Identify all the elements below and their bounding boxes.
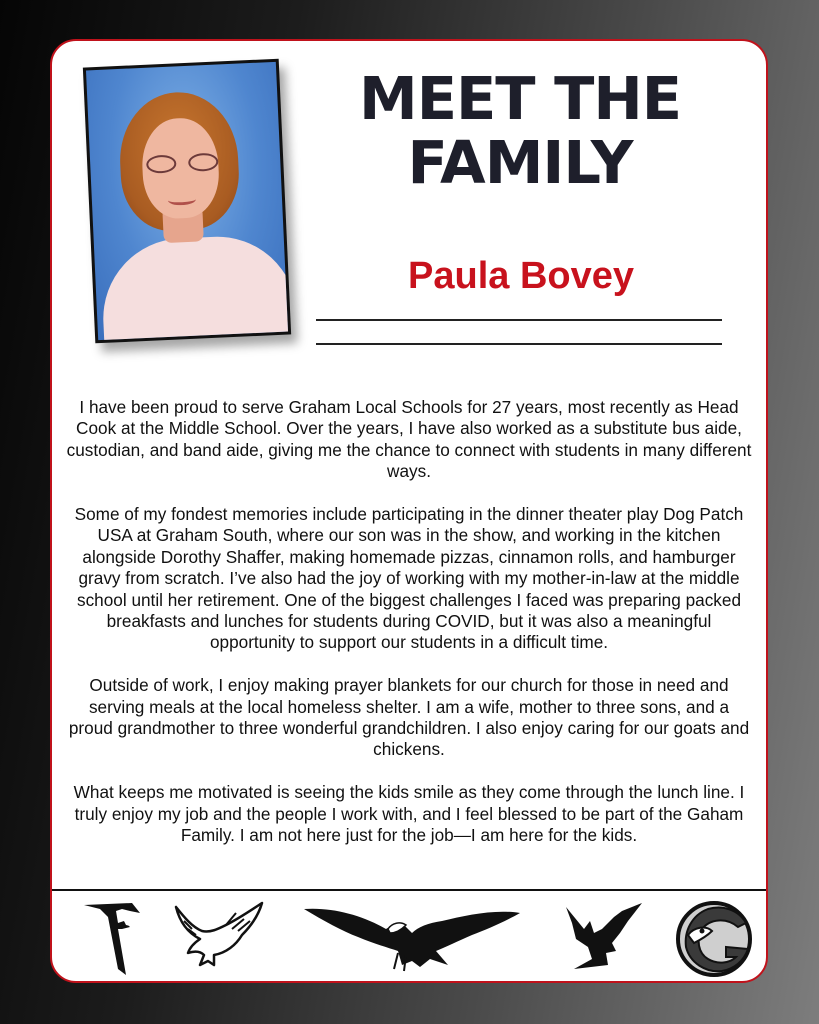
portrait-photo: [86, 62, 288, 340]
person-name: Paula Bovey: [408, 255, 634, 297]
falcon-t-logo-icon: [82, 899, 144, 979]
portrait-glasses: [146, 153, 219, 176]
bio-paragraph: I have been proud to serve Graham Local Schools for 27 years, most recently as Head Cook at the Middle School. Over the years, I have also worked as a substitute bus aide, custodian, and band aide, giving me the chance to connect with students in many different ways.: [66, 397, 752, 482]
bio-paragraph: Outside of work, I enjoy making prayer blankets for our church for those in need and serving meals at the local homeless shelter. I am a wife, mother to three sons, and a proud grandmother to three wonderful grandchildren. I also enjoy caring for our goats and chickens.: [68, 675, 750, 760]
name-underline-top: [316, 319, 722, 321]
bio-paragraph: Some of my fondest memories include participating in the dinner theater play Dog Patch USA at Graham South, where our son was in the show, and working in the kitchen alongside Dorothy Shaffer, making homemade pizzas, cinnamon rolls, and hamburger gravy from scratch. I’ve also had the joy of working with my mother-in-law at the middle school until her retirement. One of the biggest challenges I faced was preparing packed breakfasts and lunches for students during COVID, but it was also a meaningful opportunity to support our students in a difficult time.: [74, 504, 744, 653]
portrait-shirt: [100, 233, 288, 340]
page-title: MEET THE FAMILY: [358, 64, 682, 197]
portrait-frame: [83, 59, 291, 344]
eagle-silhouette-logo-icon: [562, 899, 646, 975]
eagle-wingspan-logo-icon: [302, 899, 522, 979]
footer-logo-strip: [52, 893, 766, 983]
bio-text: [66, 397, 752, 846]
flying-falcon-logo-icon: [170, 899, 266, 975]
footer-divider: [52, 889, 766, 891]
name-underline-bottom: [316, 343, 722, 345]
falcon-g-logo-icon: [672, 899, 758, 979]
bio-paragraph: What keeps me motivated is seeing the kids smile as they come through the lunch line. I truly enjoy my job and the people I work with, and I feel blessed to be part of the Gaham Family. I am not here just for the job—I am here for the kids.: [73, 782, 745, 846]
profile-card: [50, 39, 768, 983]
